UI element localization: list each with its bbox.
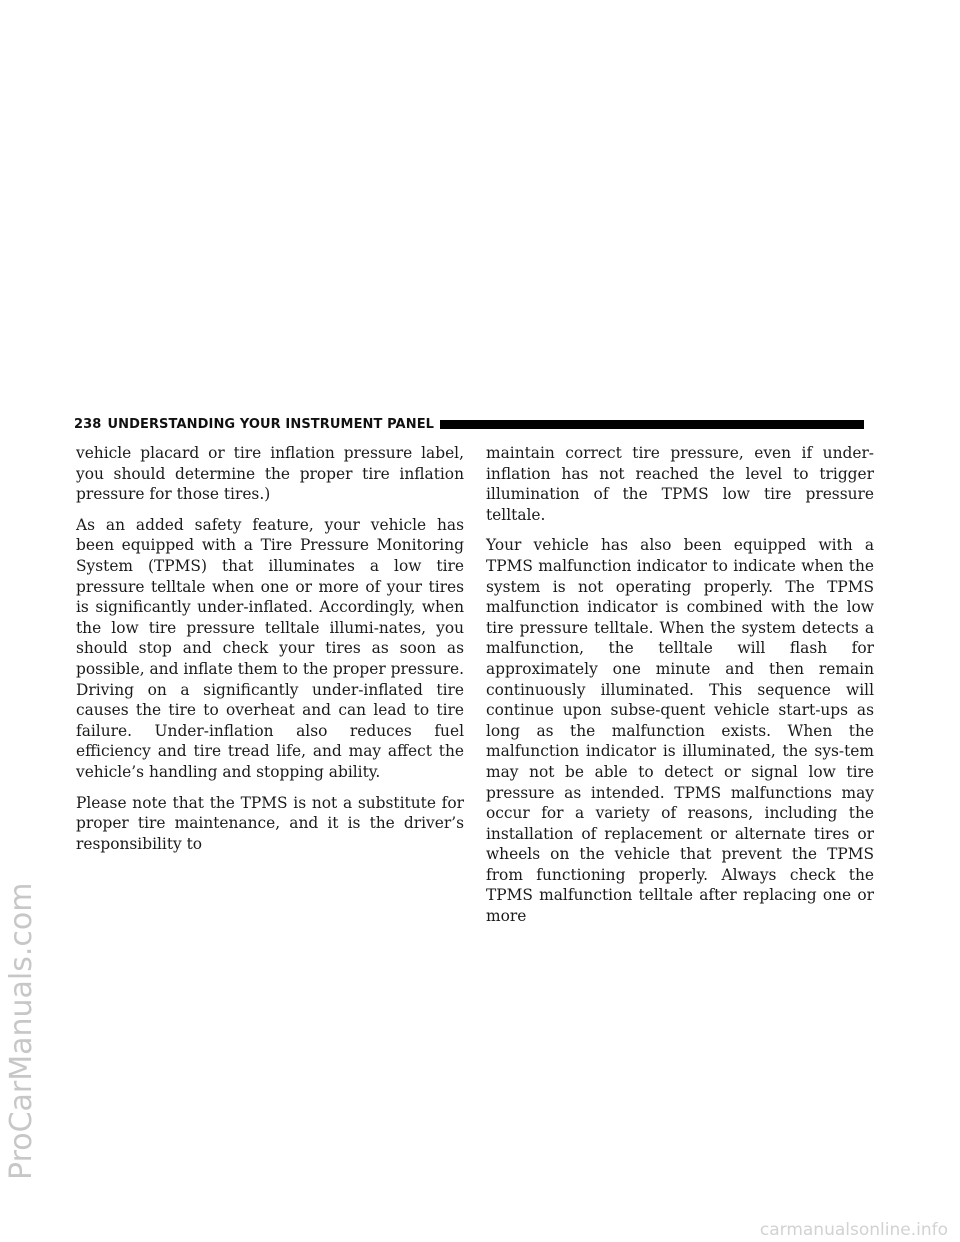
paragraph: As an added safety feature, your vehicle has been equipped with a Tire Pressure Monitoring System (TPMS) that illuminates a low tire pressure telltale when one or more of your tires is significantly under-inflated. Accordingly, when the low tire pressure telltale illumi-nates, you should stop and check your tires as soon as possible, and inflate them to the proper pressure. Driving on a significantly under-inflated tire causes the tire to overheat and can lead to tire failure. Under-inflation also reduces fuel efficiency and tire tread life, and may affect the vehicle’s handling and stopping ability.: [76, 515, 464, 781]
paragraph: Please note that the TPMS is not a substitute for proper tire maintenance, and it is the driver’s responsibility to: [76, 793, 464, 853]
side-watermark: ProCarManuals.com: [4, 882, 39, 1180]
paragraph: Your vehicle has also been equipped with a TPMS malfunction indicator to indicate when the system is not operating properly. The TPMS malfunction indicator is combined with the low tire pressure telltale. When the system detects a malfunction, the telltale will flash for approximately one minute and then remain continuously illuminated. This sequence will continue upon subse-quent vehicle start-ups as long as the malfunction exists. When the malfunction indicator is illuminated, the sys-tem may not be able to detect or signal low tire pressure as intended. TPMS malfunctions may occur for a variety of reasons, including the installation of replacement or alternate tires or wheels on the vehicle that prevent the TPMS from functioning properly. Always check the TPMS malfunction telltale after replacing one or more: [486, 536, 874, 926]
header-rule: [440, 420, 864, 429]
section-title: UNDERSTANDING YOUR INSTRUMENT PANEL: [107, 416, 435, 432]
left-column: [76, 443, 464, 864]
page-header: [74, 415, 864, 433]
bottom-watermark: carmanualsonline.info: [759, 1220, 948, 1240]
page-number: 238: [74, 416, 102, 432]
right-column: [486, 443, 874, 937]
paragraph: maintain correct tire pressure, even if under-inflation has not reached the level to trigger illumination of the TPMS low tire pressure telltale.: [486, 444, 874, 524]
header-text: [74, 417, 434, 432]
paragraph: vehicle placard or tire inflation pressure label, you should determine the proper tire inflation pressure for those tires.): [76, 444, 464, 504]
